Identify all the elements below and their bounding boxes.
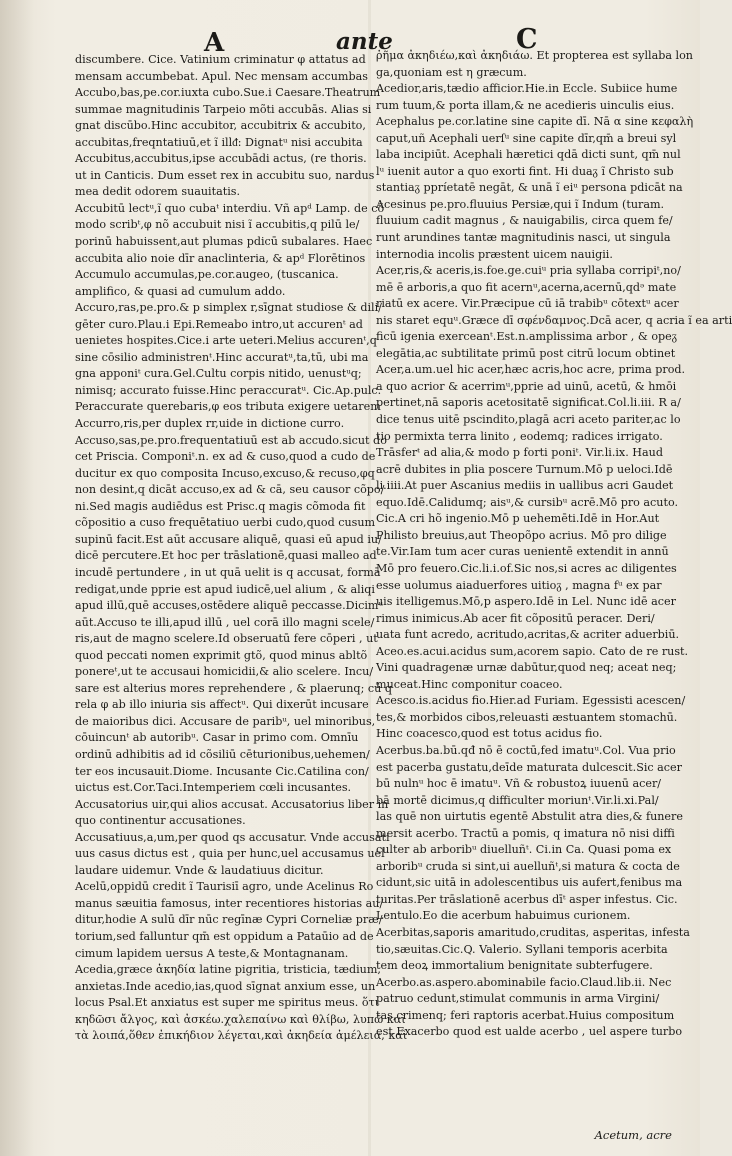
- text-line: tio,sæuitas.Cic.Q. Valerio. Syllani temporis acerbita: [376, 942, 668, 956]
- text-line: tem deoꝝ immortalium benignitate subterfugere.: [376, 959, 653, 973]
- text-line: sare est alterius mores reprehendere , & plaerunq; cū q: [75, 681, 392, 695]
- text-line: Accuso,sas,pe.pro.frequentatiuū est ab accudo.sicut do: [75, 433, 387, 447]
- text-line: Acedior,aris,tædio afficior.Hie.in Eccle. Subiice hume: [376, 82, 678, 96]
- header-letter-left: A: [204, 28, 226, 58]
- text-line: locus Psal.Et anxiatus est super me spiritus meus. ὅτι: [75, 996, 380, 1010]
- text-line: equo.Idē.Calidumq; aisᵘ,& cursibᵘ acrē.Mō pro acuto.: [376, 495, 678, 509]
- text-line: laudare uidemur. Vnde & laudatiuus dicitur.: [75, 863, 324, 877]
- text-line: redigat,unde pprie est apud iudicē,uel alium , & aliqi: [75, 582, 375, 596]
- text-line: Accubitus,accubitus,ipse accubādi actus, (re thoris.: [75, 152, 367, 166]
- text-line: dice tenus uitē pscindito,plagā acri aceto pariter,ac lo: [376, 413, 681, 427]
- header-letter-right: C: [516, 24, 538, 55]
- text-line: caput,uñ Acephali uerſᵘ sine capite dīr,qm̄ a breui syl: [376, 131, 677, 145]
- text-line: discumbere. Cice. Vatinium criminatur φ attatus ad: [75, 53, 366, 66]
- text-line: Aceo.es.acui.acidus sum,acorem sapio. Cato de re rust.: [376, 644, 689, 658]
- text-line: ducitur ex quo composita Incuso,excuso,& recuso,φq: [75, 466, 375, 480]
- text-line: turitas.Per trāslationē acerbus dīᵗ asper infestus. Cic.: [376, 892, 678, 906]
- text-line: te.Vir.Iam tum acer curas uenientē extendit in annū: [376, 545, 669, 559]
- text-line: riatū ex acere. Vir.Præcipue cū iā trabibᵘ cōtextᵘ acer: [376, 297, 679, 311]
- text-line: rum tuum,& porta illam,& ne acedieris uinculis eius.: [376, 98, 675, 112]
- text-line: mensam accumbebat. Apul. Nec mensam accumbas: [75, 69, 368, 83]
- text-line: tes,& morbidos cibos,releuasti æstuantem stomachū.: [376, 710, 678, 724]
- text-line: Acephalus pe.cor.latine sine capite dī. Nā α sine κεφαλὴ: [376, 115, 694, 129]
- text-line: ris,aut de magno scelere.Id obseruatū fere cōperi , ut: [75, 632, 378, 646]
- text-line: ni.Sed magis audiēdus est Prisc.q magis cõmoda fit: [75, 499, 366, 513]
- text-line: laba incipiūt. Acephali hæretici qdā dicti sunt, qm̄ nul: [376, 148, 681, 162]
- text-line: tio permixta terra linito , eodemq; radices irrigato.: [376, 429, 663, 443]
- text-line: sine cōsilio administrenᵗ.Hinc accuratᵘ,ta,tū, ubi ma: [75, 350, 369, 364]
- text-line: li.iiii.At puer Ascanius mediis in uallibus acri Gaudet: [376, 479, 674, 493]
- text-line: Hinc coacesco,quod est totus acidus fio.: [376, 727, 603, 741]
- text-line: ter eos incusauit.Diome. Incusante Cic.Catilina con/: [75, 764, 369, 778]
- text-line: a quo acrior & acerrimᵘ,pprie ad uinū, acetū, & hmōi: [376, 379, 677, 393]
- text-line: amplifico, & quasi ad cumulum addo.: [75, 284, 286, 298]
- text-line: pertinet,nā saporis acetositatē significat.Col.li.iii. R a/: [376, 396, 681, 410]
- header-word: ante: [336, 28, 393, 55]
- text-line: tas,crimenq; feri raptoris acerbat.Huius compositum: [376, 1008, 675, 1022]
- text-line: gna apponiᵗ cura.Gel.Cultu corpis nitido, uenustᵘq;: [75, 367, 362, 381]
- gutter-shadow: [0, 0, 34, 1156]
- text-line: muceat.Hinc componitur coaceo.: [376, 677, 563, 691]
- text-line: torium,sed falluntur qm̄ est oppidum a Pataūio ad de: [75, 929, 374, 943]
- text-line: de maioribus dici. Accusare de paribᵘ, uel minoribus,: [75, 714, 376, 728]
- text-line: Vini quadragenæ urnæ dabūtur,quod neq; aceat neq;: [376, 661, 677, 675]
- text-line: quo continentur accusationes.: [75, 814, 246, 828]
- text-line: ga,quoniam est η græcum.: [376, 65, 527, 79]
- text-line: gēter curo.Plau.i Epi.Remeabo intro,ut accurenᵗ ad: [75, 317, 363, 331]
- text-line: fluuium cadit magnus , & nauigabilis, circa quem fe/: [376, 214, 673, 228]
- text-line: ficū igenia exerceanᵗ.Est.n.amplissima arbor , & opeᵹ: [376, 330, 678, 344]
- text-line: elegātia,ac subtilitate primū post citrū locum obtinet: [376, 346, 676, 360]
- text-line: modo scribᵗ,φ nõ accubuit nisi ĩ accubitis,q pilū le/: [75, 218, 360, 232]
- text-line: Accusatiuus,a,um,per quod qs accusatur. Vnde accusati: [75, 830, 390, 844]
- text-line: Trāsferᵗ ad alia,& modo p forti poniᵗ. Vir.li.ix. Haud: [376, 446, 663, 460]
- text-line: Accurro,ris,per duplex rr,uide in dictione curro.: [75, 417, 345, 431]
- text-line: Acelū,oppidū credit ĩ Taurisiī agro, unde Acelinus Ro: [75, 880, 374, 894]
- text-line: accubitas,freqntatiuū,et ĩ illᵭ: Dignatᵘ nisi accubita: [75, 135, 363, 149]
- text-line: Acer,ris,& aceris,is.foe.ge.cuiᵘ pria syllaba corripiᵗ,no/: [376, 264, 681, 278]
- text-line: apud illū,quē accuses,ostēdere aliquē peccasse.Dicimᵘ: [75, 599, 383, 613]
- catchword: Acetum, acre: [594, 1128, 672, 1142]
- text-line: Acerbus.ba.bū.qđ nō ē coctū,fed imatuᵘ.Col. Vua prio: [376, 743, 676, 757]
- text-line: Acedia,græce ἀκηδία latine pigritia, tristicia, tædium,: [75, 963, 381, 977]
- text-line: ῥῆμα ἀκηδιέω,καὶ ἀκηδιάω. Et propterea est syllaba lon: [376, 49, 693, 62]
- text-line: τὰ λοιπά,ὅθεν ἐπικήδιον λέγεται,καὶ ἀκηδεία ἀμέλεια, καὶ: [75, 1029, 408, 1043]
- text-line: anxietas.Inde acedio,ias,quod sīgnat anxium esse, un: [75, 979, 376, 993]
- text-line: rimus inimicus.Ab acer fit cõpositū peracer. Deri/: [376, 611, 655, 625]
- text-line: ut in Canticis. Dum esset rex in accubitu suo, nardus: [75, 168, 375, 182]
- text-line: gnat discūbo.Hinc accubitor, accubitrix & accubito,: [75, 119, 366, 133]
- text-line: cet Priscia. Componiᵗ.n. ex ad & cuso,quod a cudo de: [75, 450, 376, 464]
- text-line: bā mortē dicimus,q difficulter moriunᵗ.Vir.li.xi.Pal/: [376, 793, 659, 807]
- text-line: cõpositio a cuso frequētatiuo uerbi cudo,quod cusum: [75, 516, 376, 530]
- text-line: bū nulnᵘ hoc ē imatuᵘ. Vñ & robustoꝝ iuuenū acer/: [376, 777, 662, 791]
- text-line: incudē pertundere , in ut quā uelit is q accusat, formā: [75, 565, 381, 579]
- text-line: nimisq; accurato fuisse.Hinc peraccuratᵘ. Cic.Ap.pulc.: [75, 383, 382, 397]
- text-line: patruo cedunt,stimulat communis in arma Virgini/: [376, 992, 660, 1006]
- text-line: internodia incolis præstent uicem nauigii.: [376, 247, 613, 261]
- text-line: uictus est.Cor.Taci.Intemperiem cœli incusantes.: [75, 781, 352, 795]
- text-line: mersit acerbo. Tractū a pomis, q imatura nō nisi diffi: [376, 826, 675, 840]
- text-line: las quē non uirtutis egentē Abstulit atra dies,& funere: [376, 810, 683, 824]
- text-line: Accusatorius uir,qui alios accusat. Accusatorius liber in: [75, 797, 389, 811]
- text-line: cōuincunᵗ ab autoribᵘ. Casar in primo com. Omnīu: [75, 731, 359, 745]
- text-line: manus sæuitia famosus, inter recentiores historias au/: [75, 896, 384, 910]
- text-line: Accuro,ras,pe.pro.& p simplex r,sīgnat studiose & dili/: [75, 301, 382, 315]
- text-line: uis itelligemus.Mō,p aspero.Idē in Lel. Nunc idē acer: [376, 595, 676, 609]
- text-line: porinū habuissent,aut plumas pdicū subalares. Haec: [75, 235, 373, 249]
- text-line: accubita alio noie dīr anaclinteria, & apᵈ Florētinos: [75, 251, 366, 265]
- text-line: acrē dubites in plia poscere Turnum.Mō p ueloci.Idē: [376, 462, 673, 476]
- text-line: Philisto breuius,aut Theopõpo acrius. Mō pro dilige: [376, 528, 667, 542]
- text-line: est pacerba gustatu,deīde maturata dulcescit.Sic acer: [376, 760, 682, 774]
- text-line: Acesco.is.acidus fio.Hier.ad Furiam. Egessisti acescen/: [376, 694, 686, 708]
- text-line: ponereᵗ,ut te accusaui homicidii,& alio scelere. Incu/: [75, 665, 374, 679]
- text-line: quod peccati nomen exprimit gtõ, quod minus abltõ: [75, 648, 368, 662]
- text-line: esse uolumus aiaduerfores uitioᵹ , magna fᵘ ex par: [376, 578, 662, 592]
- text-line: Acesinus pe.pro.fluuius Persiæ,qui ĩ Indum (turam.: [376, 197, 665, 211]
- text-line: nis staret equᵘ.Græce dī σφένδαμνος.Dcā acer, q acria ĩ ea arti: [376, 313, 732, 327]
- text-line: Lentulo.Eo die acerbum habuimus curionem.: [376, 909, 631, 923]
- text-line: arboribᵘ cruda si sint,ui auelluñᵗ,si matura & cocta de: [376, 859, 680, 873]
- text-line: mea dedit odorem suauitatis.: [75, 185, 241, 199]
- text-line: Accumulo accumulas,pe.cor.augeo, (tuscanica.: [75, 268, 339, 282]
- text-line: κηδῶσι ἄλγος, καὶ ἀσκέω.χαλεπαίνω καὶ θλίβω, λυπῶ καὶ: [75, 1012, 406, 1026]
- text-line: Accubo,bas,pe.cor.iuxta cubo.Sue.i Caesare.Theatrum: [75, 86, 381, 100]
- text-line: mē ē arboris,a quo fit acernᵘ,acerna,acernū,qdᵊ mate: [376, 280, 677, 294]
- text-line: Accubitū lectᵘ,ĩ quo cubaᵗ interdiu. Vñ apᵈ Lamp. de cõ: [75, 201, 385, 215]
- text-line: Cic.A cri hõ ingenio.Mō p uehemēti.Idē in Hor.Aut: [376, 512, 660, 526]
- text-line: culter ab arboribᵘ diuelluñᵗ. Ci.in Ca. Quasi poma ex: [376, 843, 672, 857]
- text-line: Acerbitas,saporis amaritudo,cruditas, asperitas, infesta: [376, 925, 690, 939]
- text-line: est Exacerbo quod est ualde acerbo , uel aspere turbo: [376, 1025, 683, 1039]
- text-line: aūt.Accuso te illi,apud illū , uel corā illo magni scele/: [75, 615, 375, 629]
- right-text-column: [376, 48, 732, 1041]
- text-line: ordinū adhibitis ad id cõsiliū cēturionibus,uehemen/: [75, 747, 370, 761]
- left-text-column: [75, 52, 408, 1045]
- text-line: rela φ ab illo iniuria sis affectᵘ. Qui dixerūt incusare: [75, 698, 369, 712]
- text-line: uenietes hospites.Cice.i arte ueteri.Melius accurenᵗ,q: [75, 334, 377, 348]
- text-line: summae magnitudinis Tarpeio mõti accubās. Alias si: [75, 102, 372, 116]
- text-line: stantiaᵹ ppríetatē negāt, & unā ĩ eiᵘ persona pdicāt na: [376, 181, 683, 195]
- text-line: supinū facit.Est aūt accusare aliquē, quasi eū apud iu/: [75, 532, 382, 546]
- text-line: Peraccurate querebaris,φ eos tributa exigere uetarem: [75, 400, 381, 414]
- text-line: uata funt acredo, acritudo,acritas,& acriter aduerbiū.: [376, 628, 680, 642]
- text-line: non desint,q dicāt accuso,ex ad & cā, seu causor cõpo/: [75, 483, 385, 497]
- text-line: runt arundines tantæ magnitudinis nasci, ut singula: [376, 231, 671, 245]
- text-line: cidunt,sic uitā in adolescentibus uis aufert,fenibus ma: [376, 876, 683, 890]
- text-line: Mō pro feuero.Cic.li.i.of.Sic nos,si acres ac diligentes: [376, 561, 677, 575]
- text-line: Acer,a.um.uel hic acer,hæc acris,hoc acre, prima prod.: [376, 363, 686, 377]
- text-line: lᵘ iuenit autor a quo exorti fint. Hi duaᵹ ĩ Christo sub: [376, 164, 674, 178]
- text-line: dicē percutere.Et hoc per trāslationē,quasi malleo ad: [75, 549, 377, 563]
- text-line: ditur,hodie A sulū dīr nūc regīnæ Cypri Corneliæ præ/: [75, 913, 383, 927]
- text-line: cimum lapidem uersus A teste,& Montagnanam.: [75, 946, 349, 960]
- text-line: uus casus dictus est , quia per hunc,uel accusamus uel: [75, 847, 385, 861]
- text-line: Acerbo.as.aspero.abominabile facio.Claud.lib.ii. Nec: [376, 975, 672, 989]
